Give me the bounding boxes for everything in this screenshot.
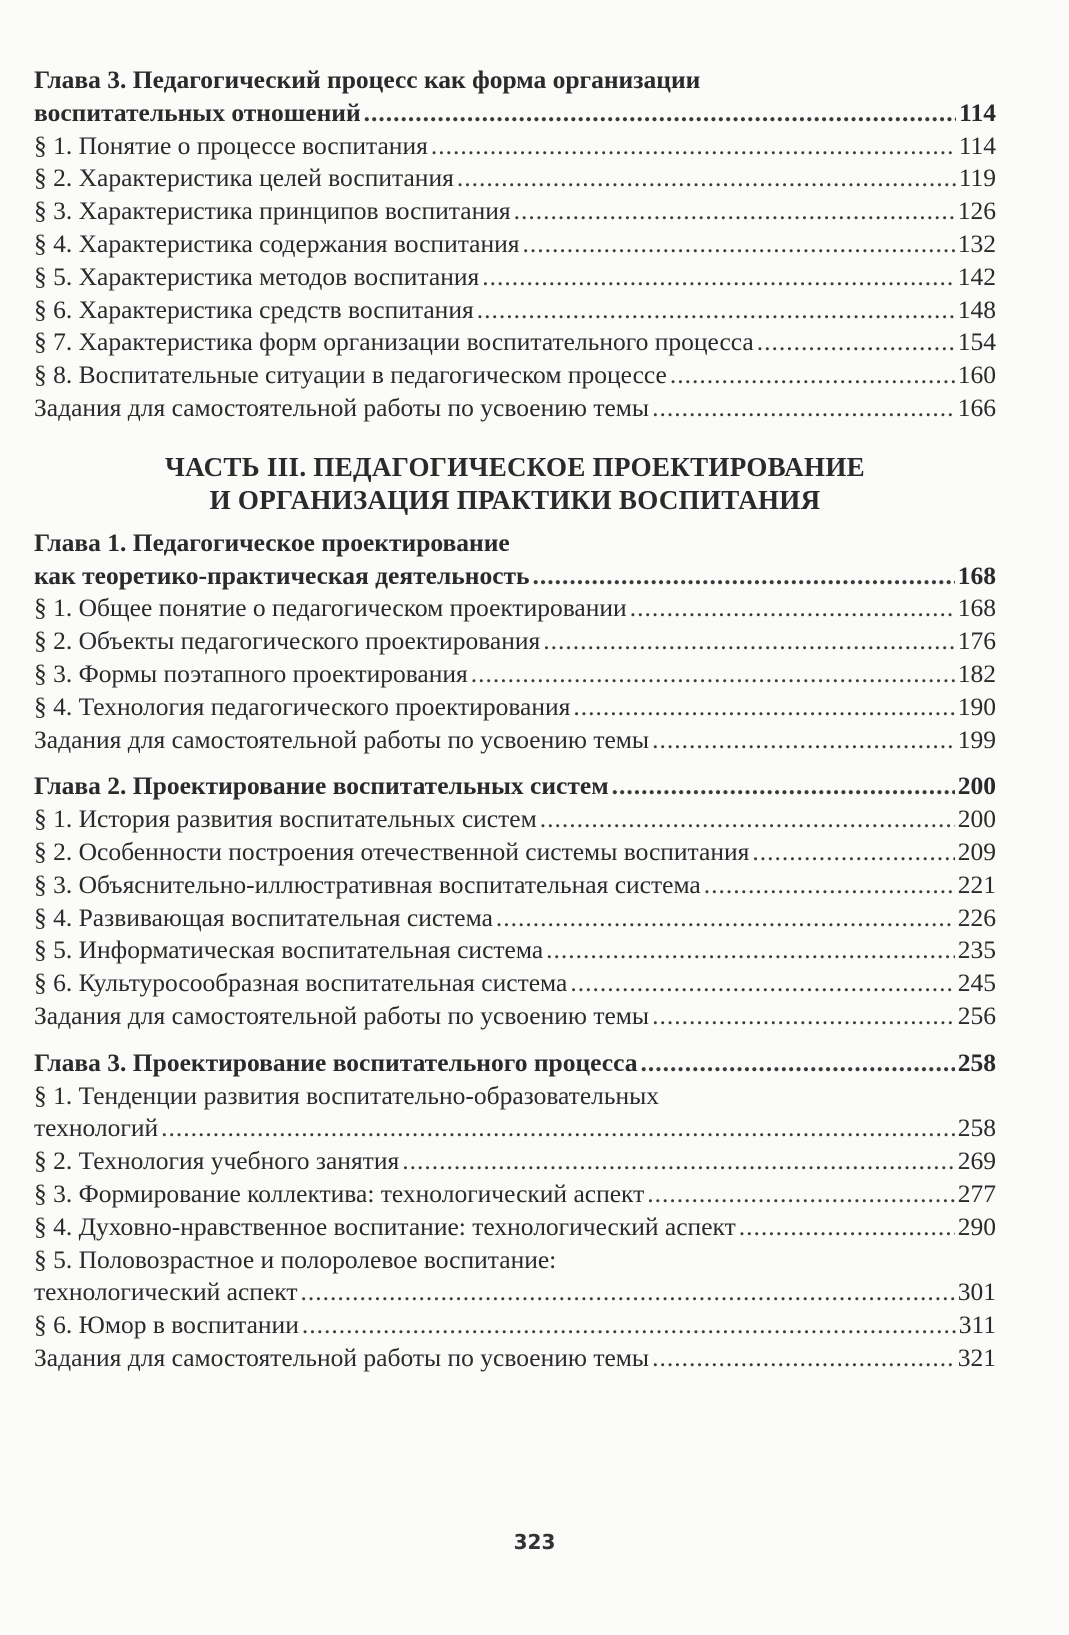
toc-entry: воспитательных отношений ..... 114 bbox=[34, 97, 996, 130]
toc-entry: § 6. Культуросообразная воспитательная система ..... 245 bbox=[34, 967, 996, 1000]
toc-entry: § 5. Характеристика методов воспитания ..... 142 bbox=[34, 261, 996, 294]
toc-entry: § 2. Технология учебного занятия ..... 269 bbox=[34, 1145, 996, 1178]
toc-entry: технологий ..... 258 bbox=[34, 1112, 996, 1145]
toc-entry: § 3. Формы поэтапного проектирования ..... 182 bbox=[34, 658, 996, 691]
chapter-title: Глава 3. Педагогический процесс как форма организации bbox=[34, 65, 701, 94]
table-of-contents bbox=[34, 64, 996, 1375]
page-ref: 114 bbox=[959, 97, 996, 127]
toc-entry: § 4. Развивающая воспитательная система ..... 226 bbox=[34, 902, 996, 935]
toc-entry: Глава 3. Проектирование воспитательного процесса ..... 258 bbox=[34, 1047, 996, 1080]
toc-entry: § 8. Воспитательные ситуации в педагогическом процессе ..... 160 bbox=[34, 359, 996, 392]
toc-entry: § 2. Объекты педагогического проектирования ..... 176 bbox=[34, 625, 996, 658]
toc-entry: как теоретико-практическая деятельность ..... 168 bbox=[34, 560, 996, 593]
toc-entry: § 6. Характеристика средств воспитания ..... 148 bbox=[34, 294, 996, 327]
toc-entry: § 7. Характеристика форм организации воспитательного процесса ..... 154 bbox=[34, 326, 996, 359]
chapter-title: Глава 2. Проектирование воспитательных систем bbox=[34, 771, 609, 801]
toc-entry: § 1. История развития воспитательных систем ..... 200 bbox=[34, 803, 996, 836]
toc-entry: § 3. Объяснительно-иллюстративная воспитательная система ..... 221 bbox=[34, 869, 996, 902]
toc-entry: Задания для самостоятельной работы по усвоению темы ..... 256 bbox=[34, 1000, 996, 1033]
toc-entry: Глава 2. Проектирование воспитательных систем ..... 200 bbox=[34, 770, 996, 803]
toc-entry: § 6. Юмор в воспитании ..... 311 bbox=[34, 1309, 996, 1342]
toc-entry: § 2. Особенности построения отечественной системы воспитания ..... 209 bbox=[34, 836, 996, 869]
part-title: ЧАСТЬ III. ПЕДАГОГИЧЕСКОЕ ПРОЕКТИРОВАНИЕ И ОРГАНИЗАЦИЯ ПРАКТИКИ ВОСПИТАНИЯ bbox=[165, 451, 865, 515]
toc-entry: Задания для самостоятельной работы по усвоению темы ..... 321 bbox=[34, 1342, 996, 1375]
toc-entry: § 2. Характеристика целей воспитания ..... 119 bbox=[34, 162, 996, 195]
toc-entry: § 1. Понятие о процессе воспитания ..... 114 bbox=[34, 130, 996, 163]
toc-entry: § 3. Характеристика принципов воспитания ..... 126 bbox=[34, 195, 996, 228]
toc-entry: Задания для самостоятельной работы по усвоению темы ..... 166 bbox=[34, 392, 996, 425]
chapter-title: Глава 3. Проектирование воспитательного процесса bbox=[34, 1047, 638, 1077]
toc-entry: § 4. Характеристика содержания воспитания ..... 132 bbox=[34, 228, 996, 261]
toc-entry: § 4. Духовно-нравственное воспитание: технологический аспект ..... 290 bbox=[34, 1211, 996, 1244]
toc-entry: § 1. Общее понятие о педагогическом проектировании ..... 168 bbox=[34, 592, 996, 625]
toc-entry: § 4. Технология педагогического проектирования ..... 190 bbox=[34, 691, 996, 724]
toc-entry-text: § 5. Половозрастное и полоролевое воспитание: bbox=[34, 1244, 557, 1274]
leader-dots bbox=[364, 97, 957, 130]
toc-entry: § 5. Информатическая воспитательная система ..... 235 bbox=[34, 934, 996, 967]
page-number: 323 bbox=[513, 1530, 556, 1554]
chapter-title: Глава 1. Педагогическое проектирование bbox=[34, 527, 510, 557]
toc-entry-text: § 1. Тенденции развития воспитательно-образовательных bbox=[34, 1080, 660, 1110]
toc-entry: § 3. Формирование коллектива: технологический аспект ..... 277 bbox=[34, 1178, 996, 1211]
toc-entry: Задания для самостоятельной работы по усвоению темы ..... 199 bbox=[34, 724, 996, 757]
toc-entry: технологический аспект ..... 301 bbox=[34, 1276, 996, 1309]
